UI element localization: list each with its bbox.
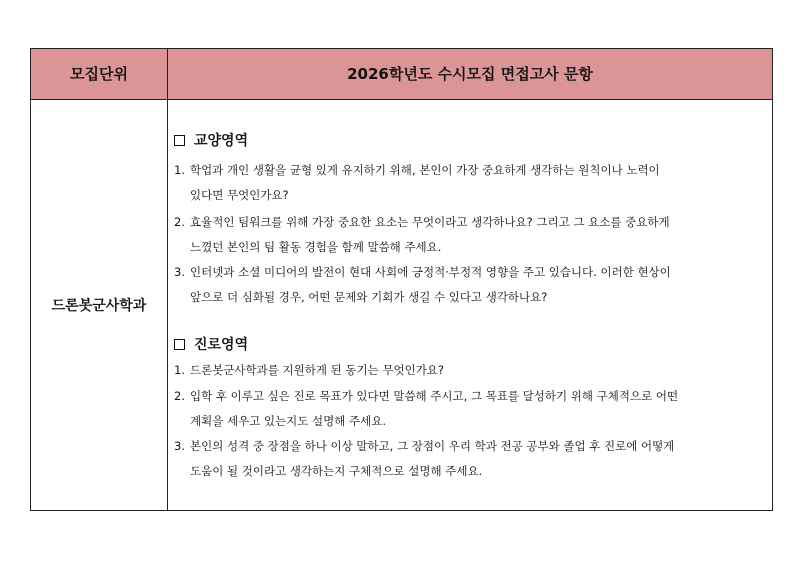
question-number: 3. — [174, 265, 185, 279]
question-item — [174, 158, 764, 208]
question-text-continued: 앞으로 더 심화될 경우, 어떤 문제와 기회가 생길 수 있다고 생각하나요? — [190, 290, 548, 304]
question-number: 1. — [174, 363, 185, 377]
section-career-title — [174, 334, 248, 354]
unit-header-label: 모집단위 — [70, 65, 128, 83]
checkbox-square-icon — [174, 135, 185, 146]
question-text-continued: 있다면 무엇인가요? — [190, 188, 289, 202]
checkbox-square-icon — [174, 339, 185, 350]
question-item — [174, 384, 764, 434]
question-number: 2. — [174, 215, 185, 229]
table-header-row — [31, 49, 772, 100]
question-item — [174, 210, 764, 260]
department-name: 드론봇군사학과 — [51, 298, 147, 314]
table-title: 2026학년도 수시모집 면접고사 문항 — [347, 65, 593, 83]
question-text: 본인의 성격 중 장점을 하나 이상 말하고, 그 장점이 우리 학과 전공 공부와 졸업 후 진로에 어떻게 — [190, 439, 675, 453]
question-text: 효율적인 팀워크를 위해 가장 중요한 요소는 무엇이라고 생각하나요? 그리고 그 요소를 중요하게 — [190, 215, 670, 229]
question-item — [174, 358, 764, 383]
question-text-continued: 계획을 세우고 있는지도 설명해 주세요. — [190, 414, 387, 428]
question-text-continued: 도움이 될 것이라고 생각하는지 구체적으로 설명해 주세요. — [190, 464, 483, 478]
question-number: 1. — [174, 163, 185, 177]
questions-cell — [168, 100, 772, 510]
question-number: 3. — [174, 439, 185, 453]
section-general-label: 교양영역 — [194, 133, 249, 149]
question-item — [174, 260, 764, 310]
question-item — [174, 434, 764, 484]
question-text: 인터넷과 소셜 미디어의 발전이 현대 사회에 긍정적·부정적 영향을 주고 있습니다. 이러한 현상이 — [190, 265, 671, 279]
question-text: 학업과 개인 생활을 균형 있게 유지하기 위해, 본인이 가장 중요하게 생각하는 원칙이나 노력이 — [190, 163, 660, 177]
section-career-label: 진로영역 — [194, 337, 249, 353]
question-number: 2. — [174, 389, 185, 403]
question-text: 드론봇군사학과를 지원하게 된 동기는 무엇인가요? — [190, 363, 445, 377]
interview-questions-table — [30, 48, 773, 511]
question-text: 입학 후 이루고 싶은 진로 목표가 있다면 말씀해 주시고, 그 목표를 달성하기 위해 구체적으로 어떤 — [190, 389, 679, 403]
section-general-title — [174, 130, 248, 150]
question-text-continued: 느꼈던 본인의 팀 활동 경험을 함께 말씀해 주세요. — [190, 240, 442, 254]
